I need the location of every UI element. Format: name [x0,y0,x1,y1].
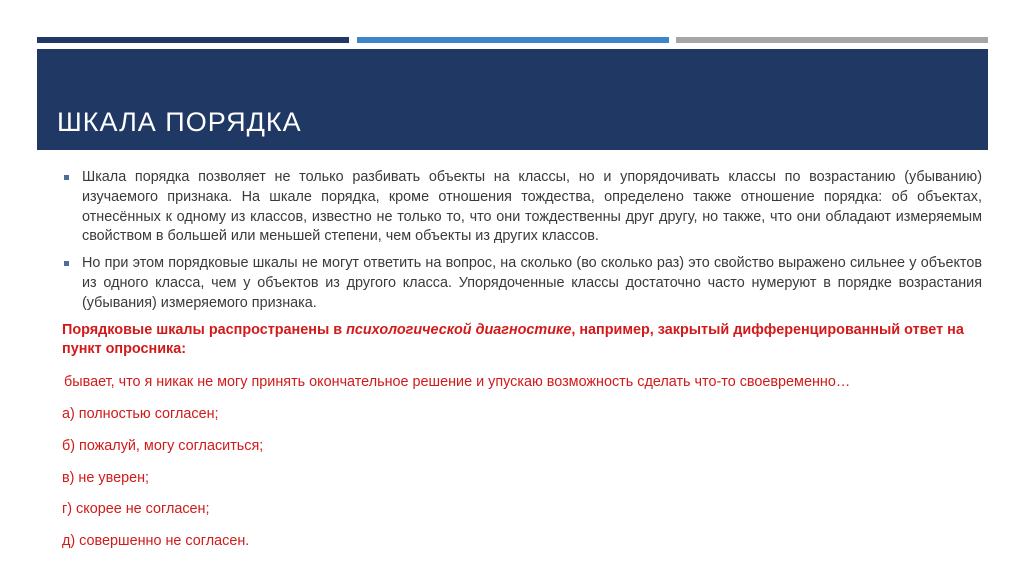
bullet-item [62,168,982,247]
highlight-italic-text: психологической диагностике [346,321,572,338]
example-option: а) полностью согласен; [62,405,219,422]
square-bullet-icon [64,261,69,266]
highlight-text: , например, закрытый дифференцированный ответ на пункт опросника: [62,321,964,358]
accent-bar-gray [676,37,988,43]
square-bullet-icon [64,175,69,180]
highlight-paragraph [62,321,982,361]
bullet-text: Шкала порядка позволяет не только разбивать объекты на классы, но и упорядочивать классы по возрастанию (убыванию) изучаемого признака. На шкале порядка, кроме отношения тождества, определено также отношение порядка: об объектах, отнесённых к одному из классов, известно не только то, что они тождественны друг другу, но также, что они обладают измеряемым свойством в большей или меньшей степени, чем объекты из других классов. [82,169,982,245]
accent-bar-dark [37,37,349,43]
example-option: д) совершенно не согласен. [62,533,250,550]
example-option: б) пожалуй, могу согласиться; [62,437,264,454]
accent-bar-blue [357,37,669,43]
example-option: г) скорее не согласен; [62,501,210,518]
slide-content [62,168,982,552]
bullet-item [62,254,982,313]
bullet-text: Но при этом порядковые шкалы не могут ответить на вопрос, на сколько (во сколько раз) это свойство выражено сильнее у объектов из одного класса, чем у объектов из другого класса. Упорядоченные классы достаточно часто нумеруют в порядке возрастания (убывания) измеряемого признака. [82,255,982,311]
example-option: в) не уверен; [62,469,150,486]
slide-title: ШКАЛА ПОРЯДКА [57,107,302,137]
example-question: бывает, что я никак не могу принять окончательное решение и упускаю возможность сделать что-то своевременно… [64,374,851,391]
highlight-text: Порядковые шкалы распространены в [62,321,347,338]
title-band [37,49,988,150]
